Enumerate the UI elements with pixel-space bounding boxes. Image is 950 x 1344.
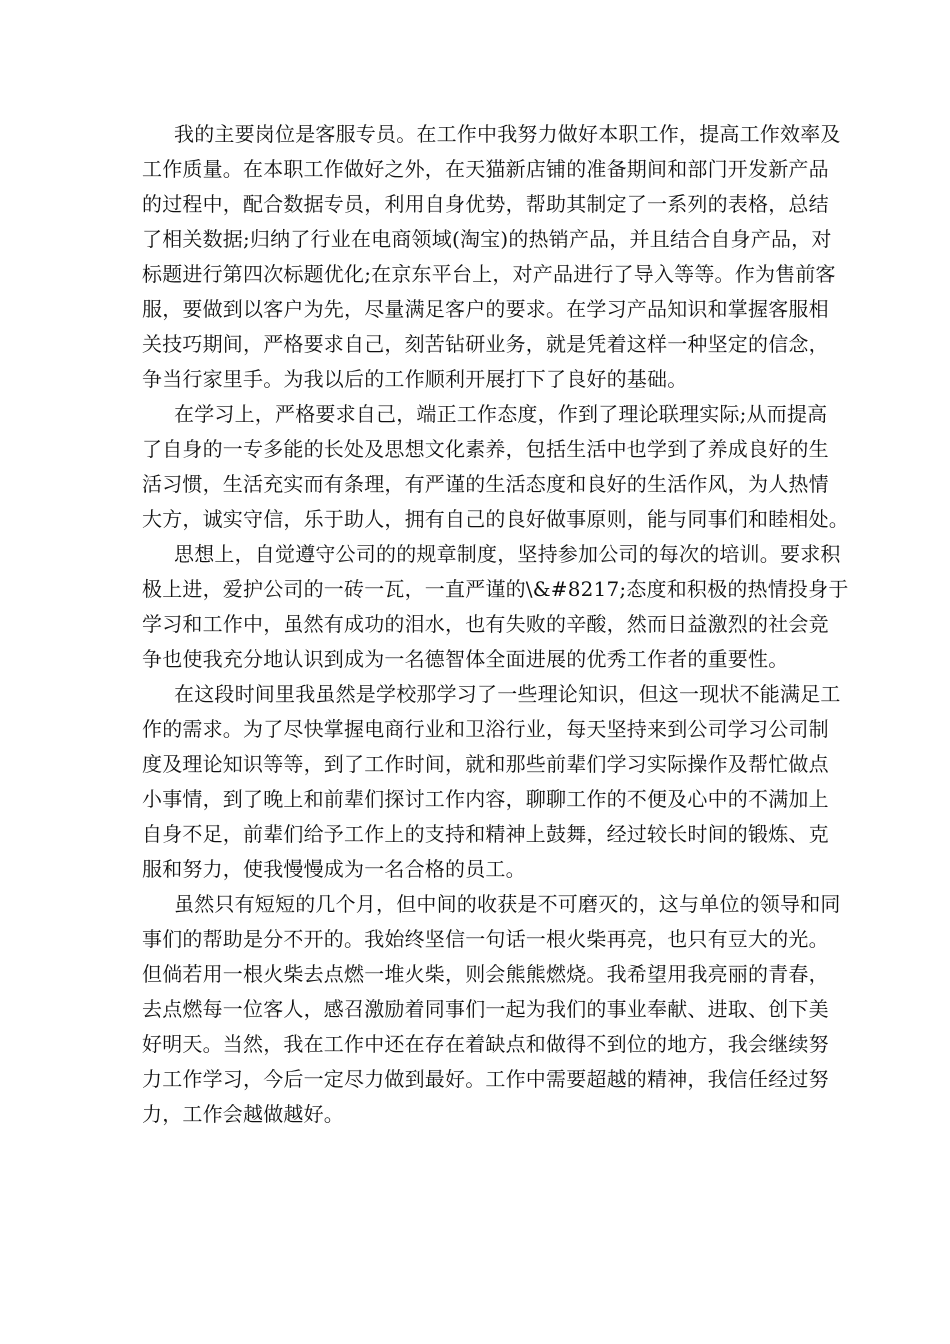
text-line: 服和努力，使我慢慢成为一名合格的员工。	[142, 857, 526, 881]
document-body	[142, 117, 849, 1132]
text-line: 但倘若用一根火柴去点燃一堆火柴，则会熊熊燃烧。我希望用我亮丽的青春，	[142, 962, 829, 986]
text-line: 服，要做到以客户为先，尽量满足客户的要求。在学习产品知识和掌握客服相	[142, 297, 829, 321]
text-line: 自身不足，前辈们给予工作上的支持和精神上鼓舞，经过较长时间的锻炼、克	[142, 822, 829, 846]
text-line: 在这段时间里我虽然是学校那学习了一些理论知识，但这一现状不能满足工	[174, 682, 841, 706]
text-line: 小事情，到了晚上和前辈们探讨工作内容，聊聊工作的不便及心中的不满加上	[142, 787, 829, 811]
text-line: 力，工作会越做越好。	[142, 1102, 344, 1126]
text-line: 关技巧期间，严格要求自己，刻苦钻研业务，就是凭着这样一种坚定的信念，	[142, 332, 829, 356]
text-line: 作的需求。为了尽快掌握电商行业和卫浴行业，每天坚持来到公司学习公司制	[142, 717, 829, 741]
text-line: 了自身的一专多能的长处及思想文化素养，包括生活中也学到了养成良好的生	[142, 437, 829, 461]
text-line: 极上进，爱护公司的一砖一瓦，一直严谨的\&#8217;态度和积极的热情投身于	[142, 577, 849, 601]
text-line: 争当行家里手。为我以后的工作顺利开展打下了良好的基础。	[142, 367, 688, 391]
text-line: 去点燃每一位客人，感召激励着同事们一起为我们的事业奉献、进取、创下美	[142, 997, 829, 1021]
text-line: 争也使我充分地认识到成为一名德智体全面进展的优秀工作者的重要性。	[142, 647, 789, 671]
text-line: 工作质量。在本职工作做好之外，在天猫新店铺的准备期间和部门开发新产品	[142, 157, 829, 181]
text-line: 的过程中，配合数据专员，利用自身优势，帮助其制定了一系列的表格，总结	[142, 192, 829, 216]
text-line: 标题进行第四次标题优化;在京东平台上，对产品进行了导入等等。作为售前客	[142, 262, 836, 286]
text-line: 好明天。当然，我在工作中还在存在着缺点和做得不到位的地方，我会继续努	[142, 1032, 829, 1056]
text-line: 力工作学习，今后一定尽力做到最好。工作中需要超越的精神，我信任经过努	[142, 1067, 829, 1091]
text-line: 大方，诚实守信，乐于助人，拥有自己的良好做事原则，能与同事们和睦相处。	[142, 507, 849, 531]
text-line: 度及理论知识等等，到了工作时间，就和那些前辈们学习实际操作及帮忙做点	[142, 752, 829, 776]
text-line: 虽然只有短短的几个月，但中间的收获是不可磨灭的，这与单位的领导和同	[174, 892, 841, 916]
text-line: 事们的帮助是分不开的。我始终坚信一句话一根火柴再亮，也只有豆大的光。	[142, 927, 829, 951]
text-line: 了相关数据;归纳了行业在电商领域(淘宝)的热销产品，并且结合自身产品，对	[142, 227, 832, 251]
text-line: 我的主要岗位是客服专员。在工作中我努力做好本职工作，提高工作效率及	[174, 122, 841, 146]
text-line: 在学习上，严格要求自己，端正工作态度，作到了理论联理实际;从而提高	[174, 402, 828, 426]
text-line: 学习和工作中，虽然有成功的泪水，也有失败的辛酸，然而日益激烈的社会竞	[142, 612, 829, 636]
text-line: 思想上，自觉遵守公司的的规章制度，坚持参加公司的每次的培训。要求积	[174, 542, 841, 566]
text-line: 活习惯，生活充实而有条理，有严谨的生活态度和良好的生活作风，为人热情	[142, 472, 829, 496]
